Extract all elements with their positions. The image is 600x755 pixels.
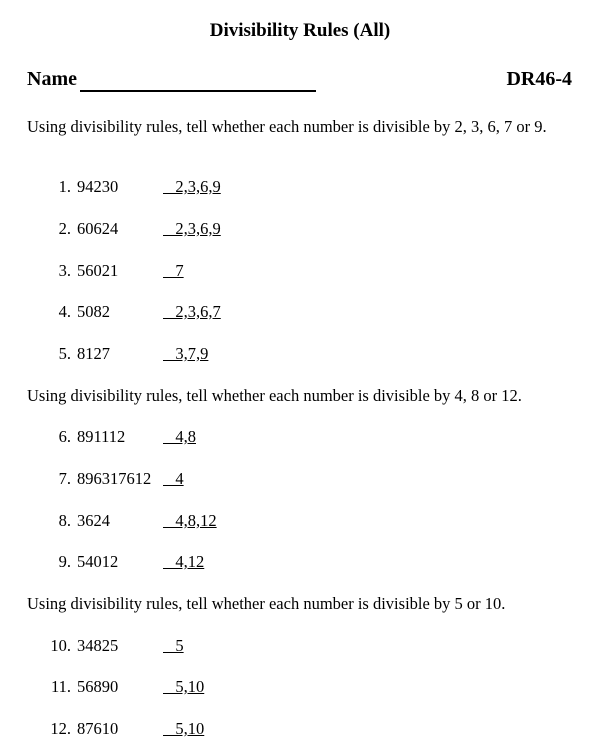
problem-row (0, 469, 600, 489)
problem-value: 56021 (77, 261, 119, 280)
problem-number: 8. (58, 511, 71, 530)
problem-row (0, 677, 600, 697)
problem-value: 5082 (77, 302, 110, 321)
problem-value: 3624 (77, 511, 110, 530)
problem-value: 94230 (77, 177, 119, 196)
problem-answer: 5,10 (163, 677, 205, 696)
problem-number: 9. (58, 552, 71, 571)
section-1-instruction: Using divisibility rules, tell whether each number is divisible by 2, 3, 6, 7 or 9. (27, 117, 547, 136)
problem-answer: 2,3,6,9 (163, 219, 221, 238)
page-title: Divisibility Rules (All) (209, 20, 391, 41)
problem-row (0, 719, 600, 739)
problem-value: 60624 (77, 219, 119, 238)
problem-row (0, 552, 600, 572)
problem-value: 87610 (77, 719, 119, 738)
problem-answer: 5 (163, 636, 184, 655)
problem-number: 10. (50, 636, 71, 655)
problem-row (0, 427, 600, 447)
problem-answer: 7 (163, 261, 184, 280)
problem-answer: 4,8 (163, 427, 196, 446)
problem-number: 1. (58, 177, 71, 196)
problem-answer: 4 (163, 469, 184, 488)
worksheet-code: DR46-4 (506, 68, 572, 90)
problem-row (0, 344, 600, 364)
problem-row (0, 302, 600, 322)
section-2-instruction: Using divisibility rules, tell whether each number is divisible by 4, 8 or 12. (27, 386, 522, 405)
problem-answer: 2,3,6,9 (163, 177, 221, 196)
problem-row (0, 219, 600, 239)
problem-answer: 3,7,9 (163, 344, 209, 363)
problem-value: 56890 (77, 677, 119, 696)
problem-answer: 2,3,6,7 (163, 302, 221, 321)
problem-answer: 4,8,12 (163, 511, 217, 530)
problem-answer: 5,10 (163, 719, 205, 738)
problem-row (0, 636, 600, 656)
problem-number: 6. (58, 427, 71, 446)
name-field[interactable] (80, 90, 316, 92)
problem-row (0, 261, 600, 281)
problem-row (0, 511, 600, 531)
name-label: Name (27, 68, 77, 90)
problem-number: 7. (58, 469, 71, 488)
problem-value: 891112 (77, 427, 126, 446)
problem-number: 3. (58, 261, 71, 280)
problem-value: 896317612 (77, 469, 152, 488)
problem-answer: 4,12 (163, 552, 205, 571)
problem-value: 34825 (77, 636, 119, 655)
problem-value: 54012 (77, 552, 119, 571)
section-3-instruction: Using divisibility rules, tell whether each number is divisible by 5 or 10. (27, 594, 506, 613)
problem-number: 5. (58, 344, 71, 363)
problem-row (0, 177, 600, 197)
problem-number: 2. (58, 219, 71, 238)
problem-number: 4. (58, 302, 71, 321)
problem-number: 12. (50, 719, 71, 738)
problem-number: 11. (50, 677, 71, 696)
problem-value: 8127 (77, 344, 110, 363)
